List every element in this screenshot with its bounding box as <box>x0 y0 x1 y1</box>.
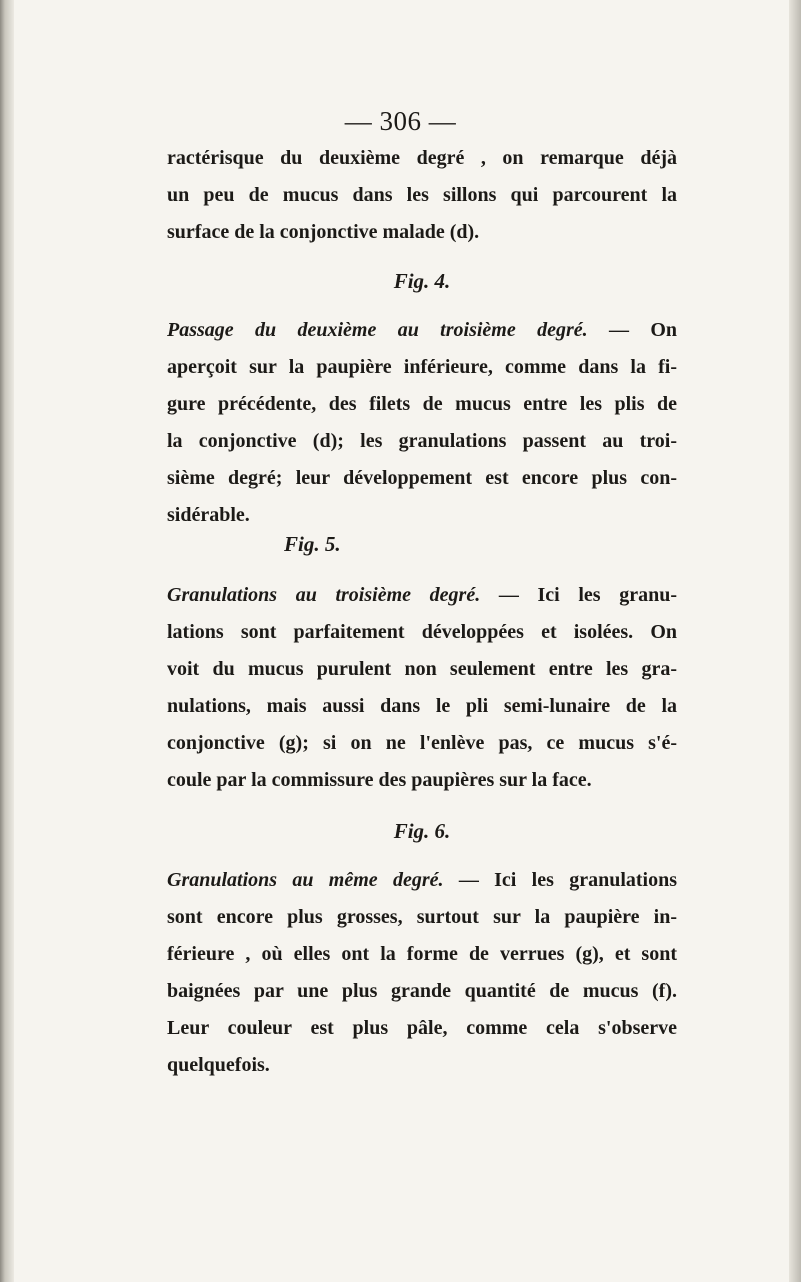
text-line: sième degré; leur développement est encore plus con- <box>167 467 677 489</box>
figure-caption-5: Fig. 5. <box>284 532 341 556</box>
body-text <box>167 140 677 1084</box>
figure-caption-6: Fig. 6. <box>393 819 451 843</box>
text-line: Granulations au troisième degré. — Ici les granu- <box>167 584 678 606</box>
text-line: voit du mucus purulent non seulement entre les gra- <box>167 658 677 680</box>
text-line: baignées par une plus grande quantité de mucus (f). <box>167 980 677 1002</box>
text-line: Leur couleur est plus pâle, comme cela s'observe <box>167 1017 677 1039</box>
text-line: coule par la commissure des paupières sur la face. <box>167 769 592 791</box>
text-line: lations sont parfaitement développées et isolées. On <box>167 621 677 643</box>
text-line: sont encore plus grosses, surtout sur la paupière in- <box>167 906 677 928</box>
text-line: un peu de mucus dans les sillons qui parcourent la <box>167 184 677 206</box>
page-binding-edge <box>0 0 14 1282</box>
text-line: aperçoit sur la paupière inférieure, comme dans la fi- <box>167 356 677 378</box>
text-line: gure précédente, des filets de mucus entre les plis de <box>167 393 677 415</box>
text-line: ractérisque du deuxième degré , on remarque déjà <box>167 147 677 169</box>
figure-title: Passage du deuxième au troisième degré. <box>167 319 588 341</box>
page-outer-edge <box>789 0 801 1282</box>
text-line: sidérable. <box>167 504 250 526</box>
text-line: surface de la conjonctive malade (d). <box>167 221 480 243</box>
figure-caption-4: Fig. 4. <box>393 269 451 293</box>
figure-title: Granulations au troisième degré. <box>167 584 481 606</box>
page-number: — 306 — <box>344 106 457 136</box>
figure-title: Granulations au même degré. <box>167 869 444 891</box>
text-line: férieure , où elles ont la forme de verrues (g), et sont <box>167 943 677 965</box>
text-line: la conjonctive (d); les granulations passent au troi- <box>167 430 677 452</box>
text-line: conjonctive (g); si on ne l'enlève pas, ce mucus s'é- <box>167 732 677 754</box>
text-line: quelquefois. <box>167 1054 270 1076</box>
text-line: Passage du deuxième au troisième degré. — On <box>167 319 678 341</box>
text-line: Granulations au même degré. — Ici les granulations <box>167 869 677 891</box>
text-line: nulations, mais aussi dans le pli semi-lunaire de la <box>167 695 677 717</box>
